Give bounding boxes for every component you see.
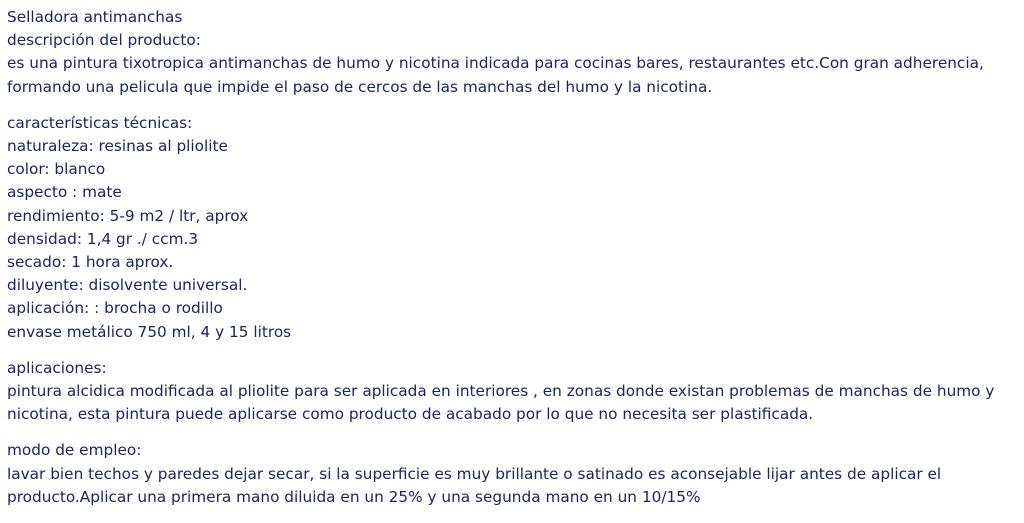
product-document xyxy=(7,6,1017,509)
applications-heading: aplicaciones: xyxy=(7,358,107,377)
paragraph-spacer xyxy=(7,344,1017,357)
spec-line: densidad: 1,4 gr ./ ccm.3 xyxy=(7,229,199,248)
spec-line: color: blanco xyxy=(7,160,106,179)
usage-line: producto.Aplicar una primera mano diluida en un 25% y una segunda mano en un 10/15% xyxy=(7,487,701,506)
spec-line: envase metálico 750 ml, 4 y 15 litros xyxy=(7,322,292,341)
usage-line: lavar bien techos y paredes dejar secar, si la superficie es muy brillante o satinado es aconsejable lijar antes de aplicar el xyxy=(7,464,942,483)
spec-line: aspecto : mate xyxy=(7,183,122,202)
paragraph-spacer xyxy=(7,426,1017,439)
technical-heading: características técnicas: xyxy=(7,113,193,132)
spec-line: diluyente: disolvente universal. xyxy=(7,276,248,295)
spec-line: naturaleza: resinas al pliolite xyxy=(7,137,228,156)
description-section xyxy=(7,6,1017,99)
description-line: formando una pelicula que impide el paso de cercos de las manchas del humo y la nicotina. xyxy=(7,77,713,96)
description-line: es una pintura tixotropica antimanchas de humo y nicotina indicada para cocinas bares, restaurantes etc.Con gran adherencia, xyxy=(7,54,984,73)
spec-line: secado: 1 hora aprox. xyxy=(7,253,174,272)
usage-heading: modo de empleo: xyxy=(7,441,142,460)
spec-line: aplicación: : brocha o rodillo xyxy=(7,299,223,318)
paragraph-spacer xyxy=(7,99,1017,112)
technical-section xyxy=(7,112,1017,344)
product-title: Selladora antimanchas xyxy=(7,8,183,26)
applications-line: pintura alcidica modificada al pliolite para ser aplicada en interiores , en zonas donde existan problemas de manchas de humo y xyxy=(7,382,995,401)
applications-section xyxy=(7,357,1017,427)
description-heading: descripción del producto: xyxy=(7,31,201,50)
usage-section xyxy=(7,439,1017,509)
spec-line: rendimiento: 5-9 m2 / ltr, aprox xyxy=(7,206,249,225)
applications-line: nicotina, esta pintura puede aplicarse como producto de acabado por lo que no necesita ser plastificada. xyxy=(7,405,814,424)
